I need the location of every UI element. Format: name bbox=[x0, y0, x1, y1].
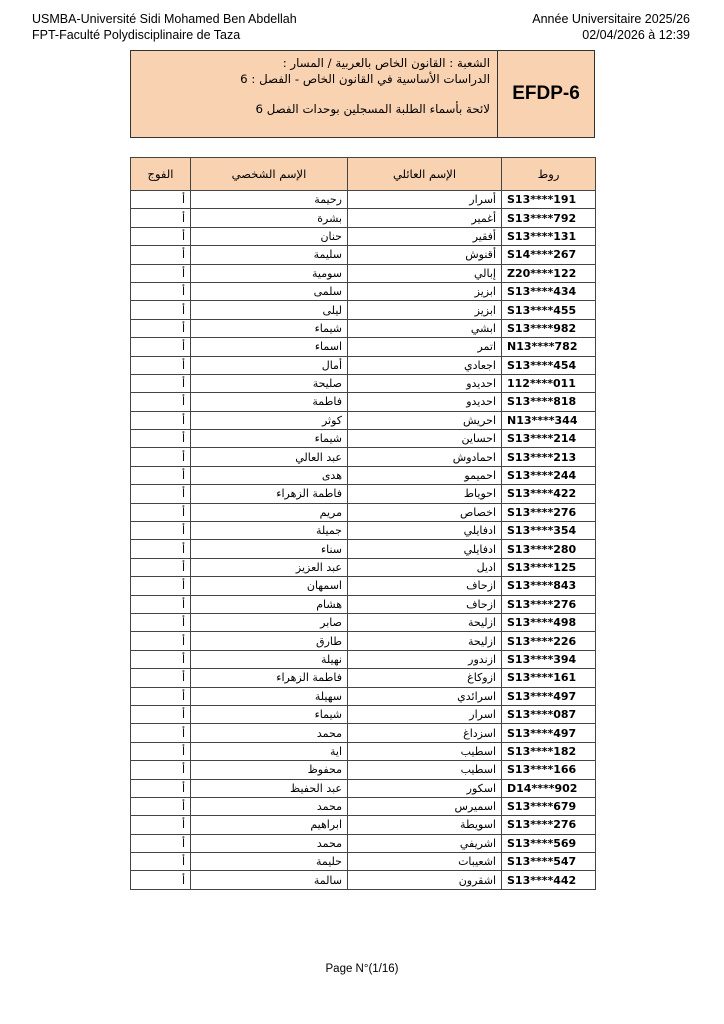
group: أ bbox=[131, 338, 191, 356]
col-code-header: روط bbox=[502, 158, 596, 191]
table-header-row bbox=[131, 158, 596, 191]
group: أ bbox=[131, 577, 191, 595]
group: أ bbox=[131, 209, 191, 227]
family-name: ازليحة bbox=[348, 613, 502, 631]
group: أ bbox=[131, 411, 191, 429]
group: أ bbox=[131, 282, 191, 300]
family-name: اسزداغ bbox=[348, 724, 502, 742]
group: أ bbox=[131, 632, 191, 650]
family-name: ادفايلي bbox=[348, 522, 502, 540]
student-code: S13****214 bbox=[502, 430, 596, 448]
student-code: S13****131 bbox=[502, 227, 596, 245]
student-code: S13****182 bbox=[502, 742, 596, 760]
student-code: S13****982 bbox=[502, 319, 596, 337]
family-name: ادفايلي bbox=[348, 540, 502, 558]
track-line: الدراسات الأساسية في القانون الخاص - الفصل : 6 bbox=[240, 72, 490, 86]
students-table bbox=[130, 157, 596, 890]
table-row bbox=[131, 227, 596, 245]
first-name: عبد العزيز bbox=[191, 558, 348, 576]
table-row bbox=[131, 797, 596, 815]
family-name: احوياط bbox=[348, 485, 502, 503]
group: أ bbox=[131, 613, 191, 631]
student-code: S13****226 bbox=[502, 632, 596, 650]
student-code: S13****497 bbox=[502, 687, 596, 705]
first-name: صليحة bbox=[191, 374, 348, 392]
group: أ bbox=[131, 430, 191, 448]
first-name: حنان bbox=[191, 227, 348, 245]
student-code: Z20****122 bbox=[502, 264, 596, 282]
group: أ bbox=[131, 393, 191, 411]
student-code: S13****125 bbox=[502, 558, 596, 576]
col-group-header: الفوج bbox=[131, 158, 191, 191]
group: أ bbox=[131, 834, 191, 852]
family-name: إبالي bbox=[348, 264, 502, 282]
table-body bbox=[131, 191, 596, 890]
group: أ bbox=[131, 761, 191, 779]
family-name: أفقير bbox=[348, 227, 502, 245]
table-row bbox=[131, 485, 596, 503]
group: أ bbox=[131, 797, 191, 815]
table-row bbox=[131, 613, 596, 631]
group: أ bbox=[131, 650, 191, 668]
first-name: عبد العالي bbox=[191, 448, 348, 466]
student-code: N13****782 bbox=[502, 338, 596, 356]
student-code: S13****455 bbox=[502, 301, 596, 319]
student-code: S13****442 bbox=[502, 871, 596, 889]
first-name: ابراهيم bbox=[191, 816, 348, 834]
first-name: رحيمة bbox=[191, 191, 348, 209]
family-name: ازوكاغ bbox=[348, 669, 502, 687]
first-name: عبد الحفيظ bbox=[191, 779, 348, 797]
group: أ bbox=[131, 779, 191, 797]
family-name: اشقرون bbox=[348, 871, 502, 889]
table-row bbox=[131, 209, 596, 227]
group: أ bbox=[131, 466, 191, 484]
family-name: احديدو bbox=[348, 374, 502, 392]
group: أ bbox=[131, 705, 191, 723]
table-row bbox=[131, 338, 596, 356]
student-code: S13****498 bbox=[502, 613, 596, 631]
info-text bbox=[131, 51, 498, 137]
student-code: S13****276 bbox=[502, 595, 596, 613]
first-name: اية bbox=[191, 742, 348, 760]
table-row bbox=[131, 430, 596, 448]
student-code: S13****497 bbox=[502, 724, 596, 742]
first-name: محمد bbox=[191, 797, 348, 815]
family-name: احديدو bbox=[348, 393, 502, 411]
table-row bbox=[131, 393, 596, 411]
first-name: شيماء bbox=[191, 319, 348, 337]
student-code: S13****087 bbox=[502, 705, 596, 723]
student-code: S13****818 bbox=[502, 393, 596, 411]
group: أ bbox=[131, 540, 191, 558]
family-name: أغمير bbox=[348, 209, 502, 227]
student-code: S13****547 bbox=[502, 853, 596, 871]
first-name: شيماء bbox=[191, 430, 348, 448]
family-name: احريش bbox=[348, 411, 502, 429]
family-name: ابزيز bbox=[348, 282, 502, 300]
group: أ bbox=[131, 246, 191, 264]
family-name: اسميرس bbox=[348, 797, 502, 815]
group: أ bbox=[131, 191, 191, 209]
table-row bbox=[131, 816, 596, 834]
table-row bbox=[131, 503, 596, 521]
page-number: Page N°(1/16) bbox=[325, 963, 399, 975]
table-row bbox=[131, 374, 596, 392]
student-code: S13****166 bbox=[502, 761, 596, 779]
family-name: احمادوش bbox=[348, 448, 502, 466]
first-name: ليلى bbox=[191, 301, 348, 319]
first-name: محفوظ bbox=[191, 761, 348, 779]
table-row bbox=[131, 411, 596, 429]
header-right bbox=[532, 11, 690, 43]
group: أ bbox=[131, 374, 191, 392]
first-name: سومية bbox=[191, 264, 348, 282]
first-name: محمد bbox=[191, 834, 348, 852]
family-name: اسكور bbox=[348, 779, 502, 797]
first-name: كوثر bbox=[191, 411, 348, 429]
family-name: ابشي bbox=[348, 319, 502, 337]
student-code: S13****161 bbox=[502, 669, 596, 687]
family-name: ابزيز bbox=[348, 301, 502, 319]
first-name: حليمة bbox=[191, 853, 348, 871]
list-title: لائحة بأسماء الطلبة المسجلين بوحدات الفصل 6 bbox=[255, 102, 490, 116]
group: أ bbox=[131, 448, 191, 466]
student-code: S13****422 bbox=[502, 485, 596, 503]
program-line: الشعبة : القانون الخاص بالعربية / المسار : bbox=[282, 56, 490, 70]
student-code: S13****213 bbox=[502, 448, 596, 466]
first-name: هدى bbox=[191, 466, 348, 484]
group: أ bbox=[131, 485, 191, 503]
student-code: S13****354 bbox=[502, 522, 596, 540]
first-name: جميلة bbox=[191, 522, 348, 540]
family-name: ازليحة bbox=[348, 632, 502, 650]
module-code: EFDP-6 bbox=[512, 83, 580, 104]
group: أ bbox=[131, 687, 191, 705]
family-name: احساين bbox=[348, 430, 502, 448]
first-name: شيماء bbox=[191, 705, 348, 723]
academic-year: Année Universitaire 2025/26 bbox=[532, 12, 690, 26]
first-name: محمد bbox=[191, 724, 348, 742]
student-code: S13****843 bbox=[502, 577, 596, 595]
group: أ bbox=[131, 503, 191, 521]
table-row bbox=[131, 724, 596, 742]
university-name: USMBA-Université Sidi Mohamed Ben Abdellah bbox=[32, 12, 297, 26]
table-row bbox=[131, 650, 596, 668]
first-name: سلمى bbox=[191, 282, 348, 300]
family-name: اسطيب bbox=[348, 761, 502, 779]
student-code: S13****434 bbox=[502, 282, 596, 300]
first-name: بشرة bbox=[191, 209, 348, 227]
group: أ bbox=[131, 853, 191, 871]
first-name: فاطمة الزهراء bbox=[191, 669, 348, 687]
group: أ bbox=[131, 871, 191, 889]
group: أ bbox=[131, 301, 191, 319]
family-name: ازندور bbox=[348, 650, 502, 668]
family-name: اتمر bbox=[348, 338, 502, 356]
student-code: S13****280 bbox=[502, 540, 596, 558]
info-box bbox=[130, 50, 595, 138]
faculty-name: FPT-Faculté Polydisciplinaire de Taza bbox=[32, 28, 241, 42]
table-row bbox=[131, 246, 596, 264]
header-left bbox=[32, 11, 297, 43]
group: أ bbox=[131, 227, 191, 245]
student-code: S13****191 bbox=[502, 191, 596, 209]
first-name: نهيلة bbox=[191, 650, 348, 668]
table-row bbox=[131, 577, 596, 595]
first-name: سالمة bbox=[191, 871, 348, 889]
table-row bbox=[131, 448, 596, 466]
col-family-name-header: الإسم العائلي bbox=[348, 158, 502, 191]
family-name: احميمو bbox=[348, 466, 502, 484]
family-name: اجعادي bbox=[348, 356, 502, 374]
group: أ bbox=[131, 724, 191, 742]
table-row bbox=[131, 301, 596, 319]
first-name: فاطمة الزهراء bbox=[191, 485, 348, 503]
first-name: صابر bbox=[191, 613, 348, 631]
student-code: S14****267 bbox=[502, 246, 596, 264]
table-row bbox=[131, 853, 596, 871]
group: أ bbox=[131, 356, 191, 374]
family-name: اسطيب bbox=[348, 742, 502, 760]
family-name: اشعيبات bbox=[348, 853, 502, 871]
student-code: S13****276 bbox=[502, 503, 596, 521]
group: أ bbox=[131, 816, 191, 834]
family-name: اخصاص bbox=[348, 503, 502, 521]
table-row bbox=[131, 761, 596, 779]
student-code: S13****792 bbox=[502, 209, 596, 227]
student-code: N13****344 bbox=[502, 411, 596, 429]
student-code: S13****679 bbox=[502, 797, 596, 815]
col-first-name-header: الإسم الشخصي bbox=[191, 158, 348, 191]
first-name: سليمة bbox=[191, 246, 348, 264]
student-code: S13****276 bbox=[502, 816, 596, 834]
student-code: S13****244 bbox=[502, 466, 596, 484]
table-row bbox=[131, 871, 596, 889]
print-datetime: 02/04/2026 à 12:39 bbox=[582, 28, 690, 42]
table-row bbox=[131, 466, 596, 484]
table-row bbox=[131, 705, 596, 723]
family-name: اشريفي bbox=[348, 834, 502, 852]
group: أ bbox=[131, 522, 191, 540]
family-name: اسرائدي bbox=[348, 687, 502, 705]
family-name: ازحاف bbox=[348, 577, 502, 595]
first-name: هشام bbox=[191, 595, 348, 613]
group: أ bbox=[131, 595, 191, 613]
family-name: ازحاف bbox=[348, 595, 502, 613]
table-row bbox=[131, 632, 596, 650]
table-row bbox=[131, 779, 596, 797]
table-row bbox=[131, 264, 596, 282]
table-row bbox=[131, 834, 596, 852]
table-row bbox=[131, 282, 596, 300]
first-name: مريم bbox=[191, 503, 348, 521]
group: أ bbox=[131, 558, 191, 576]
student-code: S13****394 bbox=[502, 650, 596, 668]
student-code: 112****011 bbox=[502, 374, 596, 392]
family-name: أسرار bbox=[348, 191, 502, 209]
table-row bbox=[131, 669, 596, 687]
table-row bbox=[131, 687, 596, 705]
table-row bbox=[131, 742, 596, 760]
table-row bbox=[131, 319, 596, 337]
student-code: S13****454 bbox=[502, 356, 596, 374]
family-name: أقنوش bbox=[348, 246, 502, 264]
group: أ bbox=[131, 319, 191, 337]
first-name: طارق bbox=[191, 632, 348, 650]
student-code: S13****569 bbox=[502, 834, 596, 852]
first-name: اسمهان bbox=[191, 577, 348, 595]
first-name: سناء bbox=[191, 540, 348, 558]
first-name: فاطمة bbox=[191, 393, 348, 411]
family-name: اسرار bbox=[348, 705, 502, 723]
first-name: أمال bbox=[191, 356, 348, 374]
student-code: D14****902 bbox=[502, 779, 596, 797]
table-row bbox=[131, 558, 596, 576]
group: أ bbox=[131, 669, 191, 687]
family-name: اسويطة bbox=[348, 816, 502, 834]
family-name: اديل bbox=[348, 558, 502, 576]
group: أ bbox=[131, 264, 191, 282]
table-row bbox=[131, 356, 596, 374]
first-name: اسماء bbox=[191, 338, 348, 356]
table-row bbox=[131, 540, 596, 558]
group: أ bbox=[131, 742, 191, 760]
table-row bbox=[131, 595, 596, 613]
first-name: سهيلة bbox=[191, 687, 348, 705]
table-row bbox=[131, 191, 596, 209]
table-row bbox=[131, 522, 596, 540]
